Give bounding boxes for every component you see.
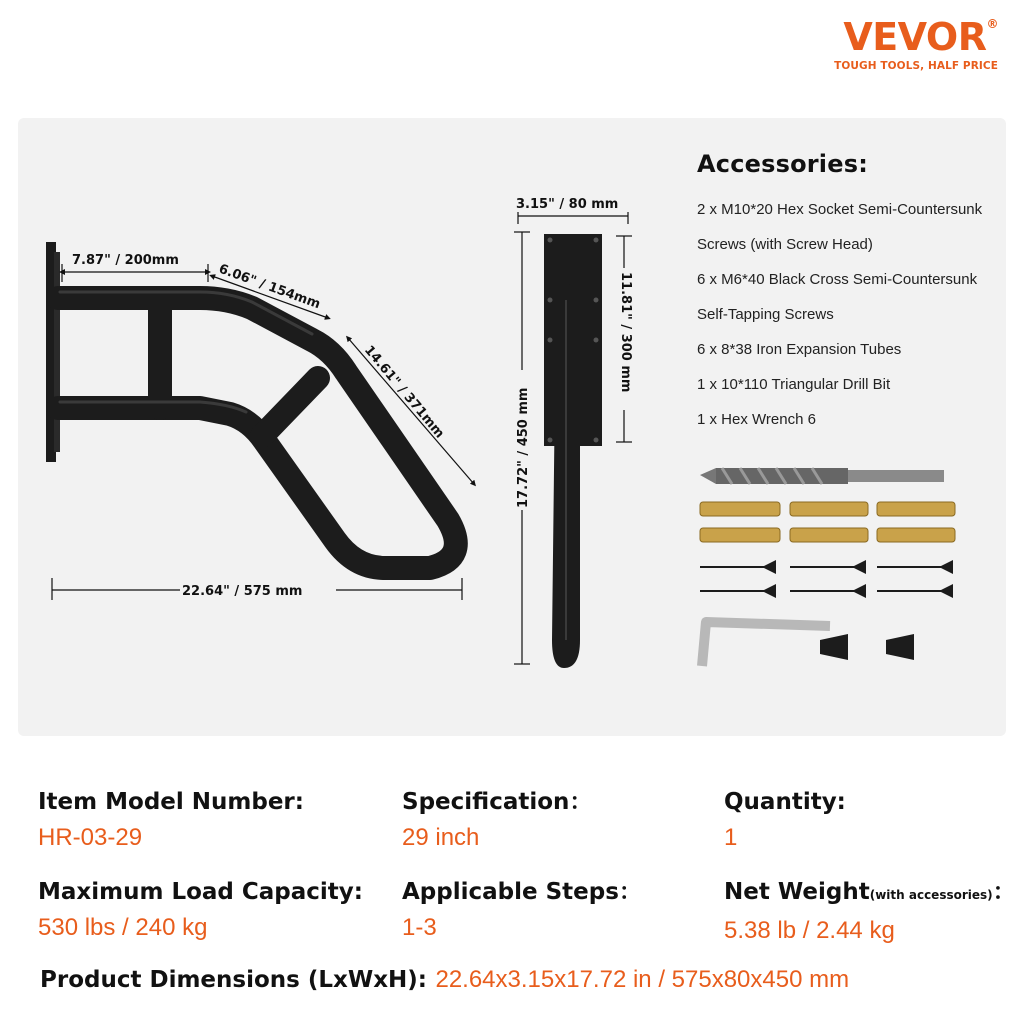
- dim-plate-height: 11.81" / 300 mm: [618, 272, 633, 393]
- spec-model: [38, 788, 304, 852]
- specification-label: Specification：: [402, 789, 593, 815]
- specification-value: 29 inch: [402, 824, 480, 851]
- spec-steps: [402, 878, 642, 942]
- dim-top-length: 7.87" / 200mm: [72, 253, 179, 268]
- dim-slope-length: 14.61" / 371mm: [360, 342, 447, 442]
- hex-socket-screw-icon: [820, 634, 914, 660]
- accessory-line: 2 x M10*20 Hex Socket Semi-Countersunk: [697, 201, 983, 218]
- dimensions-label: Product Dimensions (LxWxH):: [40, 967, 428, 993]
- accessory-line: 6 x M6*40 Black Cross Semi-Countersunk: [697, 271, 978, 288]
- spec-specification: [402, 788, 592, 852]
- model-value: HR-03-29: [38, 824, 143, 851]
- spec-weight: [724, 878, 1016, 945]
- brand-tagline: TOUGH TOOLS, HALF PRICE: [834, 60, 998, 72]
- accessory-line: Screws (with Screw Head): [697, 236, 873, 253]
- accessory-line: Self-Tapping Screws: [697, 306, 834, 323]
- dim-plate-width: 3.15" / 80 mm: [516, 197, 619, 212]
- dim-total-height: 17.72" / 450 mm: [516, 387, 531, 508]
- accessory-line: 1 x 10*110 Triangular Drill Bit: [697, 376, 891, 393]
- quantity-value: 1: [724, 824, 738, 851]
- dimensions-value: 22.64x3.15x17.72 in / 575x80x450 mm: [435, 966, 850, 993]
- vevor-logo: VEVOR®: [843, 15, 998, 59]
- spec-dimensions: [40, 966, 849, 994]
- accessory-line: 1 x Hex Wrench 6: [697, 411, 816, 428]
- weight-label: Net Weight(with accessories)：: [724, 879, 1016, 905]
- accessories-list: [697, 150, 1017, 437]
- hex-wrench-icon: [702, 622, 830, 666]
- self-tapping-screw-icon: [700, 560, 953, 598]
- drill-bit-icon: [700, 468, 944, 484]
- spec-quantity: [724, 788, 846, 852]
- weight-value: 5.38 lb / 2.44 kg: [724, 917, 895, 944]
- expansion-tube-icon: [700, 502, 955, 542]
- quantity-label: Quantity:: [724, 789, 846, 815]
- load-value: 530 lbs / 240 kg: [38, 914, 208, 941]
- side-view-handrail: [46, 242, 456, 568]
- front-view-handrail: [544, 234, 602, 668]
- load-label: Maximum Load Capacity:: [38, 879, 363, 905]
- spec-load: [38, 878, 363, 942]
- model-label: Item Model Number:: [38, 789, 304, 815]
- accessory-line: 6 x 8*38 Iron Expansion Tubes: [697, 341, 902, 358]
- dim-angle-length: 6.06" / 154mm: [216, 261, 323, 313]
- steps-label: Applicable Steps：: [402, 879, 642, 905]
- steps-value: 1-3: [402, 914, 437, 941]
- accessories-title: Accessories:: [697, 150, 869, 178]
- dim-total-length: 22.64" / 575 mm: [182, 584, 303, 599]
